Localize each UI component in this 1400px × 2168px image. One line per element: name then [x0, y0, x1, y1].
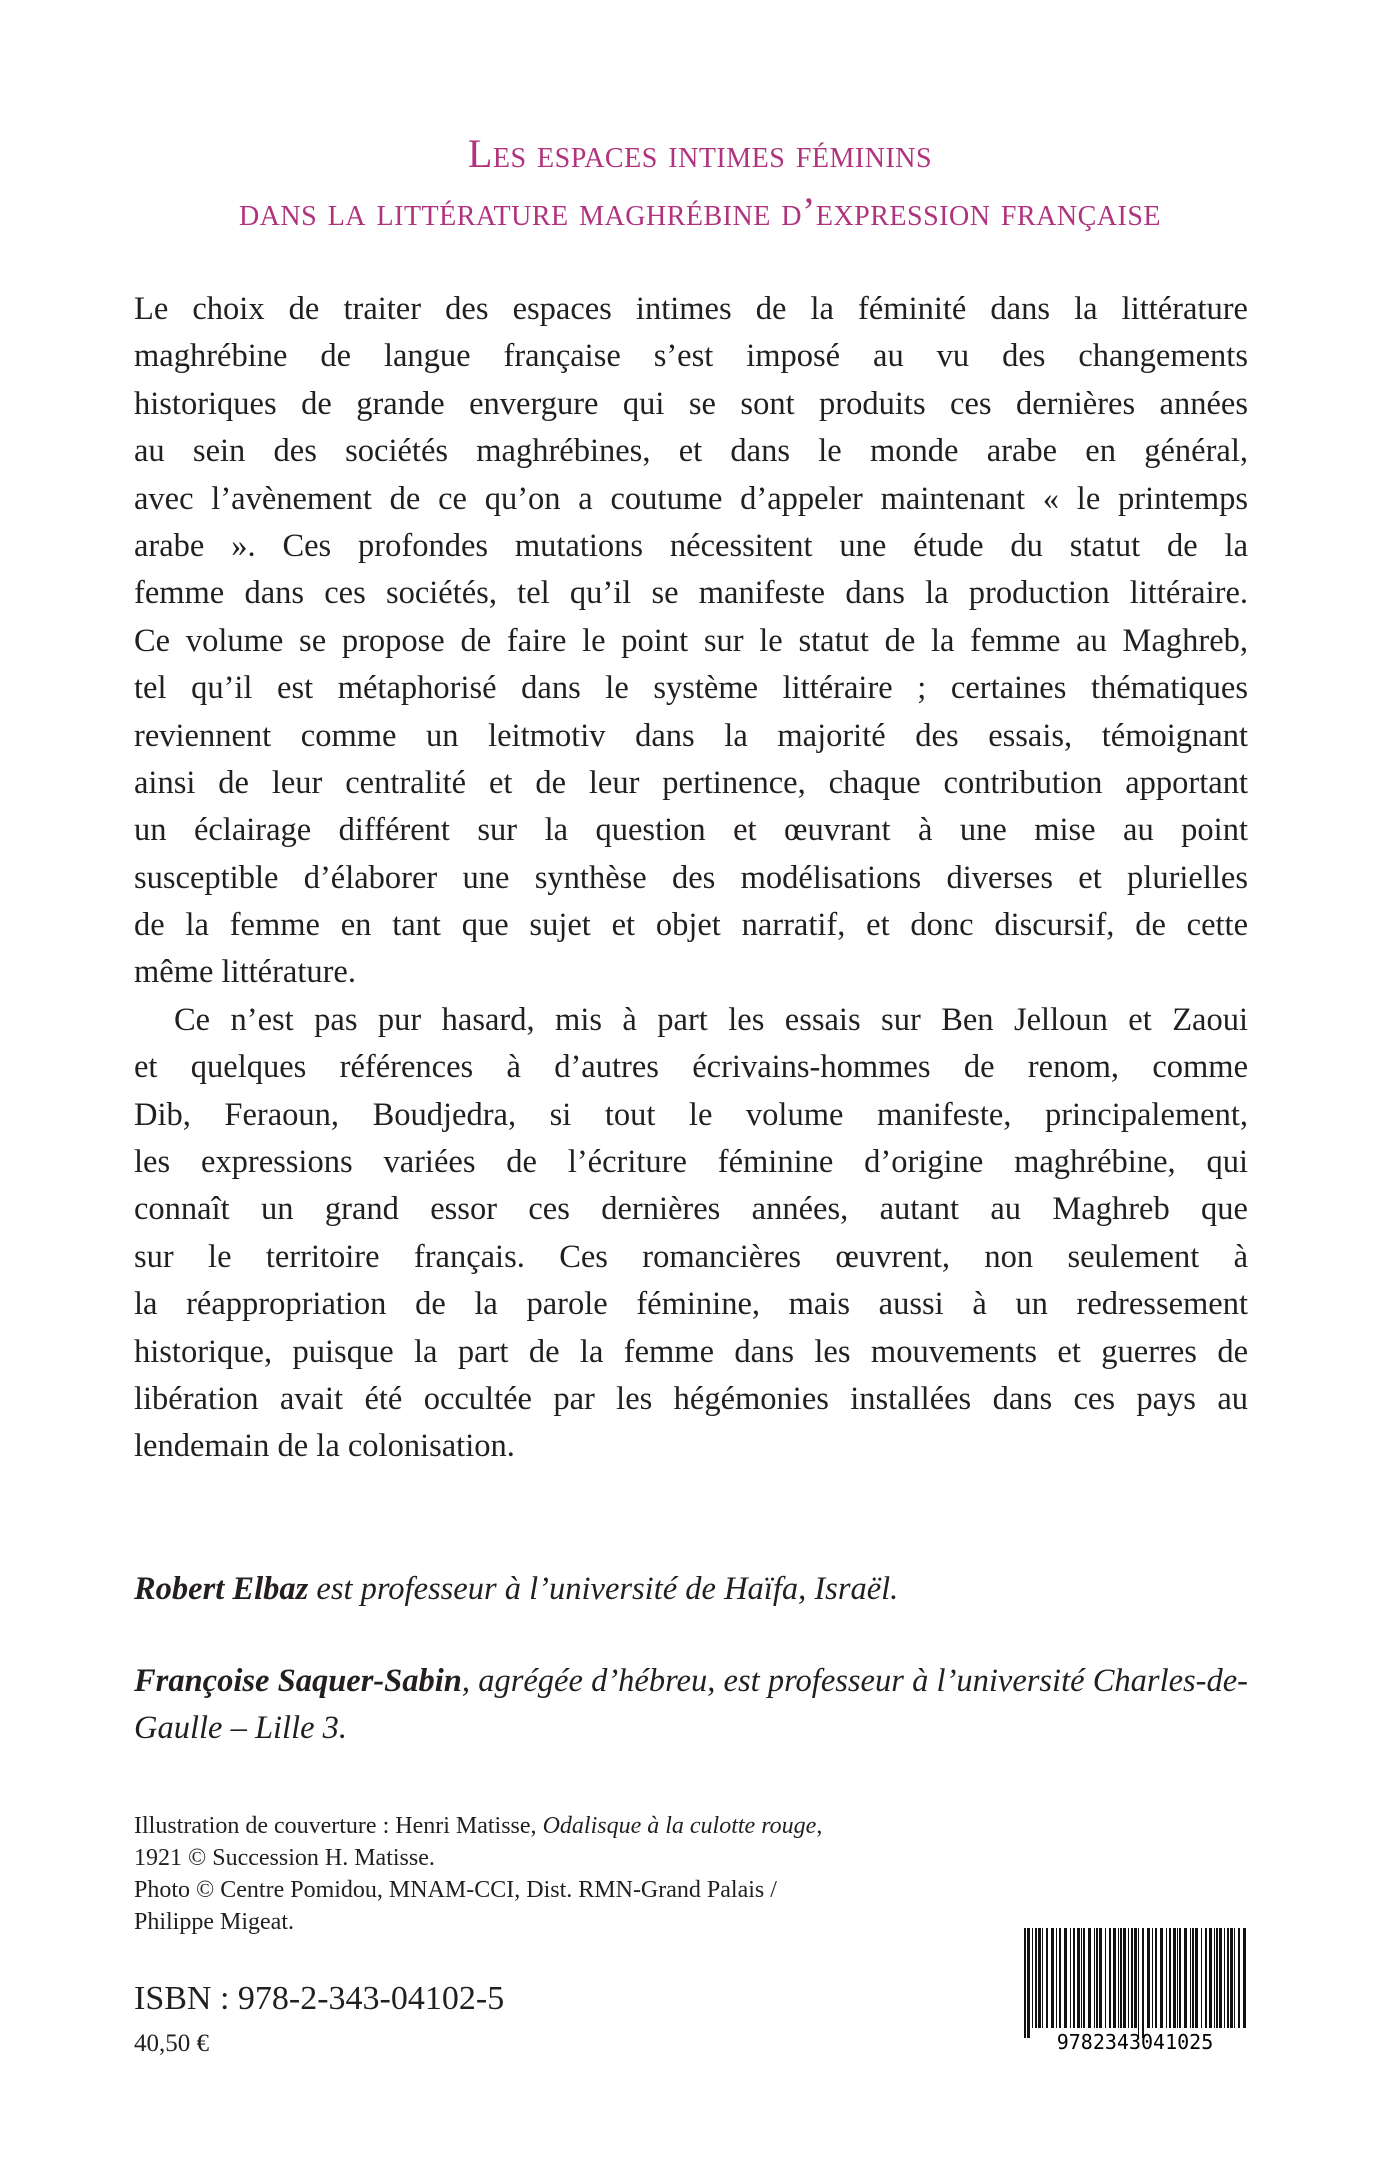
- summary-line: avec l’avènement de ce qu’on a coutume d’appeler maintenant « le printemps: [134, 480, 1248, 517]
- barcode: [1016, 1928, 1254, 2052]
- summary-line: de la femme en tant que sujet et objet narratif, et donc discursif, de cette: [134, 907, 1248, 944]
- barcode-bar: [1064, 1928, 1067, 2028]
- book-title-line-1: Les espaces intimes féminins: [467, 131, 933, 176]
- barcode-bar: [1214, 1928, 1215, 2028]
- barcode-bar: [1243, 1928, 1246, 2028]
- barcode-bar: [1227, 1928, 1229, 2028]
- summary-line: historiques de grande envergure qui se sont produits ces dernières années: [134, 385, 1248, 422]
- barcode-bar: [1113, 1928, 1116, 2028]
- barcode-bar: [1192, 1928, 1194, 2028]
- barcode-bar: [1138, 1928, 1139, 2038]
- barcode-bar: [1201, 1928, 1202, 2028]
- author-bio-2: [134, 1658, 1248, 1752]
- summary-line: Ce volume se propose de faire le point sur le statut de la femme au Maghreb,: [134, 622, 1248, 659]
- barcode-bar: [1219, 1928, 1222, 2028]
- barcode-bar: [1027, 1928, 1030, 2038]
- barcode-bar: [1195, 1928, 1198, 2028]
- barcode-bar: [1166, 1928, 1167, 2028]
- barcode-bar: [1096, 1928, 1098, 2028]
- barcode-bar: [1169, 1928, 1171, 2028]
- barcode-bar: [1073, 1928, 1075, 2028]
- summary-line: lendemain de la colonisation.: [134, 1428, 515, 1465]
- author-bio: est professeur à l’université de Haïfa, Israël.: [308, 1571, 899, 1607]
- barcode-bar: [1216, 1928, 1218, 2028]
- barcode-bar: [1152, 1928, 1153, 2028]
- barcode-bar: [1184, 1928, 1187, 2028]
- barcode-bar: [1128, 1928, 1129, 2028]
- author-name: Françoise Saquer-Sabin: [134, 1663, 462, 1699]
- barcode-bar: [1038, 1928, 1041, 2028]
- summary-line: arabe ». Ces profondes mutations nécessitent une étude du statut de la: [134, 527, 1248, 564]
- summary-line: connaît un grand essor ces dernières années, autant au Maghreb que: [134, 1191, 1248, 1228]
- barcode-bars: [1024, 1928, 1246, 2038]
- summary-text: [134, 286, 1248, 1471]
- barcode-bar: [1118, 1928, 1119, 2028]
- barcode-bar: [1042, 1928, 1043, 2028]
- summary-line: au sein des sociétés maghrébines, et dans le monde arabe en général,: [134, 433, 1248, 470]
- barcode-bar: [1238, 1928, 1240, 2028]
- barcode-bar: [1120, 1928, 1122, 2028]
- barcode-digits: 9782343041025: [1056, 2030, 1214, 2052]
- summary-line: historique, puisque la part de la femme dans les mouvements et guerres de: [134, 1333, 1248, 1370]
- barcode-bar: [1190, 1928, 1191, 2028]
- barcode-bar: [1109, 1928, 1111, 2028]
- barcode-bar: [1070, 1928, 1071, 2028]
- barcode-bar: [1177, 1928, 1178, 2028]
- author-bio: , agrégée d’hébreu, est professeur à l’université Charles-de-Gaulle – Lille 3.: [134, 1663, 1249, 1746]
- barcode-bar: [1024, 1928, 1026, 2038]
- barcode-bar: [1105, 1928, 1106, 2028]
- barcode-bar: [1032, 1928, 1033, 2028]
- credit-text: Photo © Centre Pomidou, MNAM-CCI, Dist. RMN-Grand Palais /: [134, 1877, 777, 1903]
- barcode-bar: [1088, 1928, 1091, 2028]
- barcode-bar: [1205, 1928, 1207, 2028]
- author-name: Robert Elbaz: [134, 1571, 309, 1607]
- summary-line: susceptible d’élaborer une synthèse des modélisations diverses et plurielles: [134, 859, 1248, 896]
- barcode-bar: [1134, 1928, 1137, 2028]
- barcode-bar: [1051, 1928, 1054, 2028]
- barcode-bar: [1059, 1928, 1061, 2028]
- credit-text: Illustration de couverture : Henri Matisse,: [134, 1813, 543, 1839]
- summary-line: Ce n’est pas pur hasard, mis à part les essais sur Ben Jelloun et Zaoui: [174, 1001, 1248, 1038]
- summary-line: et quelques références à d’autres écrivains-hommes de renom, comme: [134, 1049, 1248, 1086]
- barcode-bar: [1094, 1928, 1095, 2028]
- artwork-title: Odalisque à la culotte rouge: [542, 1813, 817, 1839]
- summary-line: les expressions variées de l’écriture féminine d’origine maghrébine, qui: [134, 1144, 1248, 1181]
- credit-text: Philippe Migeat.: [134, 1909, 294, 1935]
- barcode-bar: [1083, 1928, 1085, 2028]
- summary-line: libération avait été occultée par les hégémonies installées dans ces pays au: [134, 1380, 1248, 1417]
- summary-line: sur le territoire français. Ces romancières œuvrent, non seulement à: [134, 1238, 1248, 1275]
- summary-line: femme dans ces sociétés, tel qu’il se manifeste dans la production littéraire.: [134, 575, 1248, 612]
- barcode-bar: [1099, 1928, 1102, 2028]
- barcode-bar: [1081, 1928, 1082, 2028]
- barcode-bar: [1173, 1928, 1176, 2028]
- barcode-bar: [1035, 1928, 1037, 2028]
- price: 40,50 €: [134, 2030, 209, 2057]
- summary-line: ainsi de leur centralité et de leur pertinence, chaque contribution apportant: [134, 764, 1248, 801]
- barcode-bar: [1077, 1928, 1080, 2028]
- barcode-bar: [1155, 1928, 1157, 2028]
- summary-line: même littérature.: [134, 954, 356, 991]
- credit-punct: ,: [816, 1813, 823, 1839]
- summary-line: tel qu’il est métaphorisé dans le système littéraire ; certaines thématiques: [134, 670, 1248, 707]
- barcode-bar: [1160, 1928, 1163, 2028]
- barcode-bar: [1147, 1928, 1150, 2028]
- barcode-bar: [1056, 1928, 1057, 2028]
- barcode-bar: [1179, 1928, 1181, 2028]
- barcode-bar: [1234, 1928, 1235, 2028]
- summary-line: la réappropriation de la parole féminine, mais aussi à un redressement: [134, 1286, 1248, 1323]
- barcode-bar: [1046, 1928, 1048, 2028]
- cover-credits: [134, 1810, 822, 1938]
- barcode-bar: [1224, 1928, 1225, 2028]
- author-bio-1: [134, 1566, 1248, 1613]
- summary-line: maghrébine de langue française s’est imposé au vu des changements: [134, 338, 1248, 375]
- barcode-bar: [1230, 1928, 1233, 2028]
- credit-text: 1921 © Succession H. Matisse.: [134, 1845, 435, 1871]
- summary-line: Dib, Feraoun, Boudjedra, si tout le volume manifeste, principalement,: [134, 1096, 1248, 1133]
- summary-line: Le choix de traiter des espaces intimes de la féminité dans la littérature: [134, 291, 1248, 327]
- barcode-bar: [1142, 1928, 1144, 2038]
- barcode-bar: [1131, 1928, 1133, 2028]
- isbn: ISBN : 978-2-343-04102-5: [134, 1980, 505, 2017]
- barcode-bar: [1209, 1928, 1212, 2028]
- summary-line: reviennent comme un leitmotiv dans la majorité des essais, témoignant: [134, 717, 1248, 754]
- barcode-bar: [1123, 1928, 1126, 2028]
- book-title-line-2: dans la littérature maghrébine d’expression française: [238, 189, 1162, 234]
- summary-line: un éclairage différent sur la question et œuvrant à une mise au point: [134, 812, 1248, 849]
